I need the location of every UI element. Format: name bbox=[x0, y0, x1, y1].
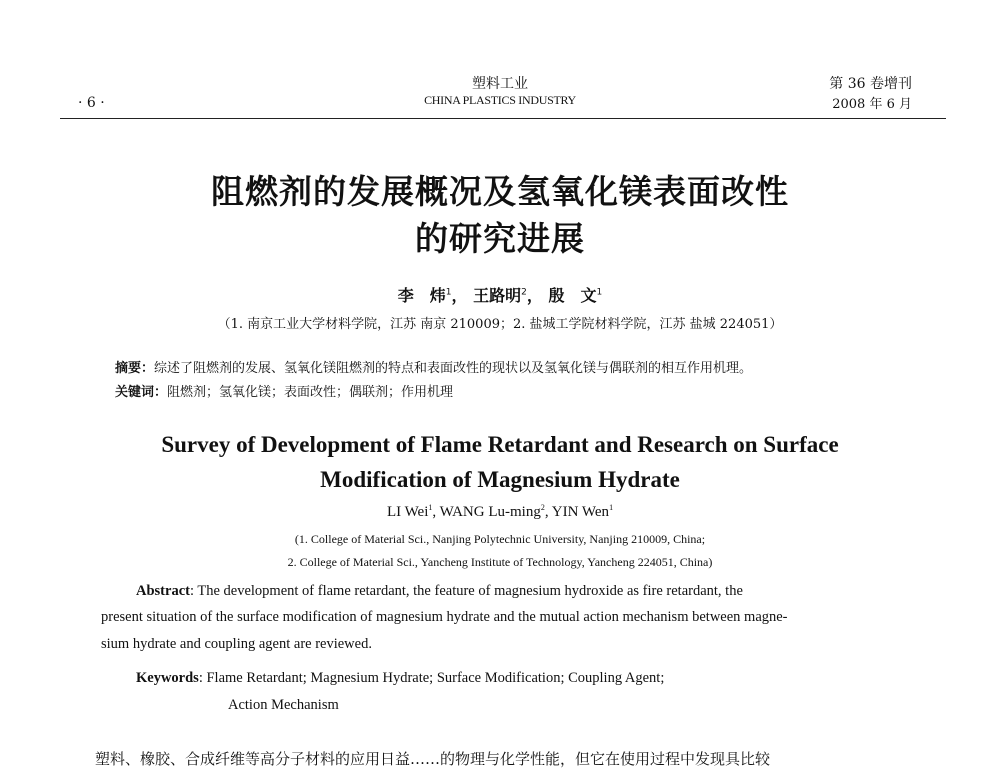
en-keywords-label: Keywords bbox=[136, 670, 199, 686]
en-keywords-line-2: Action Mechanism bbox=[228, 697, 339, 713]
en-keywords-text: : Flame Retardant; Magnesium Hydrate; Surface Modification; Coupling Agent; bbox=[198, 670, 665, 686]
cn-keywords bbox=[115, 381, 453, 400]
body-text-partial: 塑料、橡胶、合成纤维等高分子材料的应用日益……的物理与化学性能，但它在使用过程中发现具比较 bbox=[95, 750, 771, 768]
en-author-sup: 2 bbox=[540, 503, 545, 512]
cn-title-line-1: 阻燃剂的发展概况及氢氧化镁表面改性 bbox=[211, 172, 789, 211]
en-author-sep: , bbox=[544, 504, 552, 520]
cn-author-sep: ， bbox=[451, 286, 468, 305]
header-rule bbox=[60, 118, 946, 119]
en-abstract-label: Abstract bbox=[136, 583, 190, 599]
cn-keywords-text: 阻燃剂；氢氧化镁；表面改性；偶联剂；作用机理 bbox=[167, 385, 454, 400]
cn-keywords-label: 关键词： bbox=[115, 385, 168, 400]
en-author-sup: 1 bbox=[609, 503, 614, 512]
en-author-name: YIN Wen bbox=[551, 504, 610, 520]
en-author-sep: , bbox=[432, 504, 440, 520]
en-abstract-text: : The development of flame retardant, the feature of magnesium hydroxide as fire retardant, the bbox=[189, 583, 743, 599]
journal-volume: 第 36 卷增刊 bbox=[829, 76, 912, 92]
journal-date: 2008 年 6 月 bbox=[832, 97, 912, 112]
cn-affiliation: （1. 南京工业大学材料学院，江苏 南京 210009；2. 盐城工学院材料学院，江苏 盐城 224051） bbox=[217, 317, 783, 332]
cn-author-sup: 1 bbox=[596, 287, 603, 298]
cn-author-name: 殷 文 bbox=[548, 286, 597, 305]
page-number: · 6 · bbox=[78, 95, 105, 111]
en-abstract-line-2: present situation of the surface modification of magnesium hydrate and the mutual action mechanism between magne- bbox=[101, 609, 788, 625]
cn-author-name: 李 炜 bbox=[397, 286, 446, 305]
cn-author-sep: ， bbox=[526, 286, 543, 305]
cn-abstract-label: 摘要： bbox=[115, 361, 155, 376]
en-abstract-line-1 bbox=[136, 583, 743, 600]
journal-name-en: CHINA PLASTICS INDUSTRY bbox=[424, 93, 576, 107]
en-author-name: LI Wei bbox=[386, 504, 429, 520]
en-affiliation-1: (1. College of Material Sci., Nanjing Polytechnic University, Nanjing 210009, China; bbox=[294, 532, 706, 546]
cn-author-sup: 2 bbox=[521, 287, 527, 298]
cn-authors bbox=[0, 283, 1000, 306]
en-title-line-1: Survey of Development of Flame Retardant and Research on Surface bbox=[161, 432, 839, 457]
en-abstract-line-3: sium hydrate and coupling agent are reviewed. bbox=[101, 636, 372, 652]
en-author-name: WANG Lu-ming bbox=[439, 504, 541, 520]
journal-name-cn: 塑料工业 bbox=[472, 76, 528, 92]
en-author-sup: 1 bbox=[428, 503, 433, 512]
en-authors bbox=[0, 503, 1000, 521]
en-affiliation-2: 2. College of Material Sci., Yancheng Institute of Technology, Yancheng 224051, China) bbox=[287, 555, 713, 569]
en-title-line-2: Modification of Magnesium Hydrate bbox=[320, 467, 680, 492]
en-keywords-line-1 bbox=[136, 670, 664, 687]
cn-abstract bbox=[115, 357, 752, 376]
cn-title-line-2: 的研究进展 bbox=[415, 219, 585, 258]
cn-author-sup: 1 bbox=[445, 287, 452, 298]
cn-abstract-text: 综述了阻燃剂的发展、氢氧化镁阻燃剂的特点和表面改性的现状以及氢氧化镁与偶联剂的相互作用机理。 bbox=[154, 361, 753, 376]
cn-author-name: 王路明 bbox=[473, 286, 522, 305]
